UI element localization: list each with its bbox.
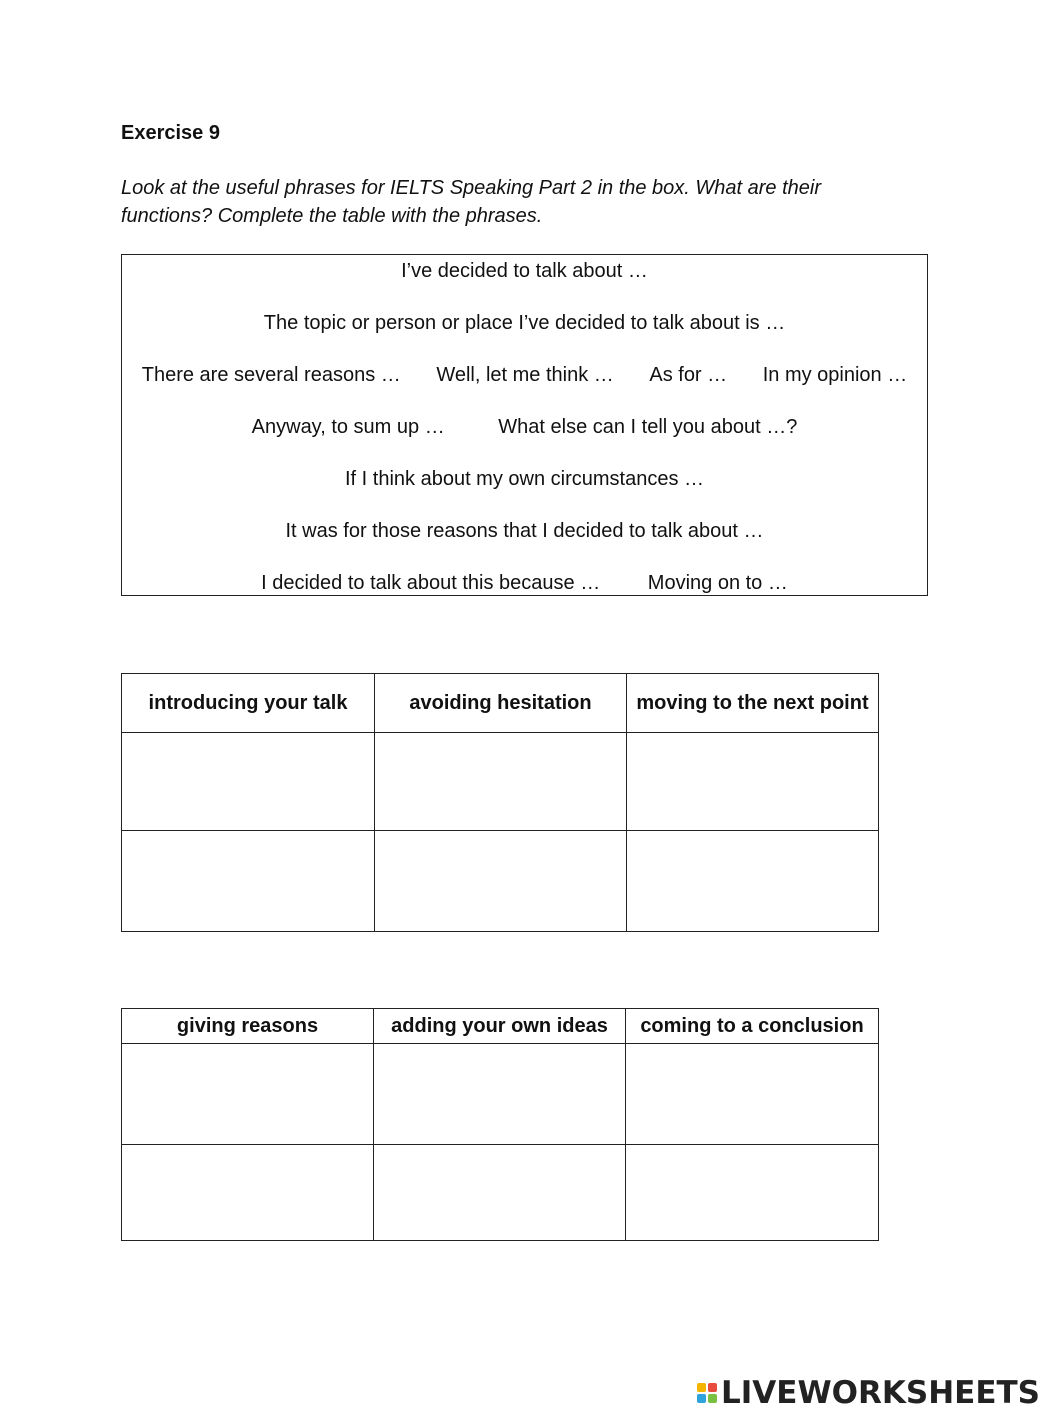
column-header: moving to the next point xyxy=(627,674,879,733)
answer-cell[interactable] xyxy=(626,1044,879,1145)
phrase-row xyxy=(122,311,927,335)
column-header: giving reasons xyxy=(122,1009,374,1044)
phrase: If I think about my own circumstances … xyxy=(344,468,705,490)
column-header: coming to a conclusion xyxy=(626,1009,879,1044)
answer-cell[interactable] xyxy=(375,831,627,932)
phrase-row xyxy=(122,467,927,491)
exercise-title: Exercise 9 xyxy=(121,122,220,144)
phrase-row xyxy=(122,259,927,283)
logo-square xyxy=(697,1383,706,1392)
answer-cell[interactable] xyxy=(627,831,879,932)
answer-cell[interactable] xyxy=(122,1044,374,1145)
phrase-row xyxy=(122,363,927,387)
phrase: I decided to talk about this because … xyxy=(261,572,601,594)
instructions: Look at the useful phrases for IELTS Speaking Part 2 in the box. What are their functions? Complete the table with the phrases. xyxy=(121,177,822,227)
logo-square xyxy=(697,1394,706,1403)
phrase-row xyxy=(122,519,927,543)
phrase: Anyway, to sum up … xyxy=(251,416,445,438)
phrase: What else can I tell you about …? xyxy=(498,416,798,438)
phrase: Moving on to … xyxy=(647,572,788,594)
answer-cell[interactable] xyxy=(627,733,879,831)
answer-cell[interactable] xyxy=(375,733,627,831)
phrase: It was for those reasons that I decided to talk about … xyxy=(285,520,764,542)
phrase: Well, let me think … xyxy=(436,364,614,386)
logo-mark-icon xyxy=(697,1383,717,1403)
phrase-row xyxy=(122,415,927,439)
liveworksheets-logo[interactable] xyxy=(697,1376,1040,1410)
phrase: As for … xyxy=(649,364,728,386)
answer-cell[interactable] xyxy=(122,733,375,831)
phrase-row xyxy=(122,571,927,595)
answer-cell[interactable] xyxy=(374,1044,626,1145)
logo-text: LIVEWORKSHEETS xyxy=(721,1375,1040,1411)
logo-square xyxy=(708,1383,717,1392)
functions-table-1 xyxy=(121,673,879,932)
column-header: adding your own ideas xyxy=(374,1009,626,1044)
column-header: introducing your talk xyxy=(122,674,375,733)
phrase: I’ve decided to talk about … xyxy=(401,260,648,282)
answer-cell[interactable] xyxy=(122,831,375,932)
column-header: avoiding hesitation xyxy=(375,674,627,733)
phrase-box xyxy=(121,254,928,596)
answer-cell[interactable] xyxy=(374,1145,626,1241)
phrase: There are several reasons … xyxy=(141,364,401,386)
logo-square xyxy=(708,1394,717,1403)
phrase: In my opinion … xyxy=(762,364,908,386)
answer-cell[interactable] xyxy=(122,1145,374,1241)
phrase: The topic or person or place I’ve decided to talk about is … xyxy=(263,312,786,334)
functions-table-2 xyxy=(121,1008,879,1241)
answer-cell[interactable] xyxy=(626,1145,879,1241)
